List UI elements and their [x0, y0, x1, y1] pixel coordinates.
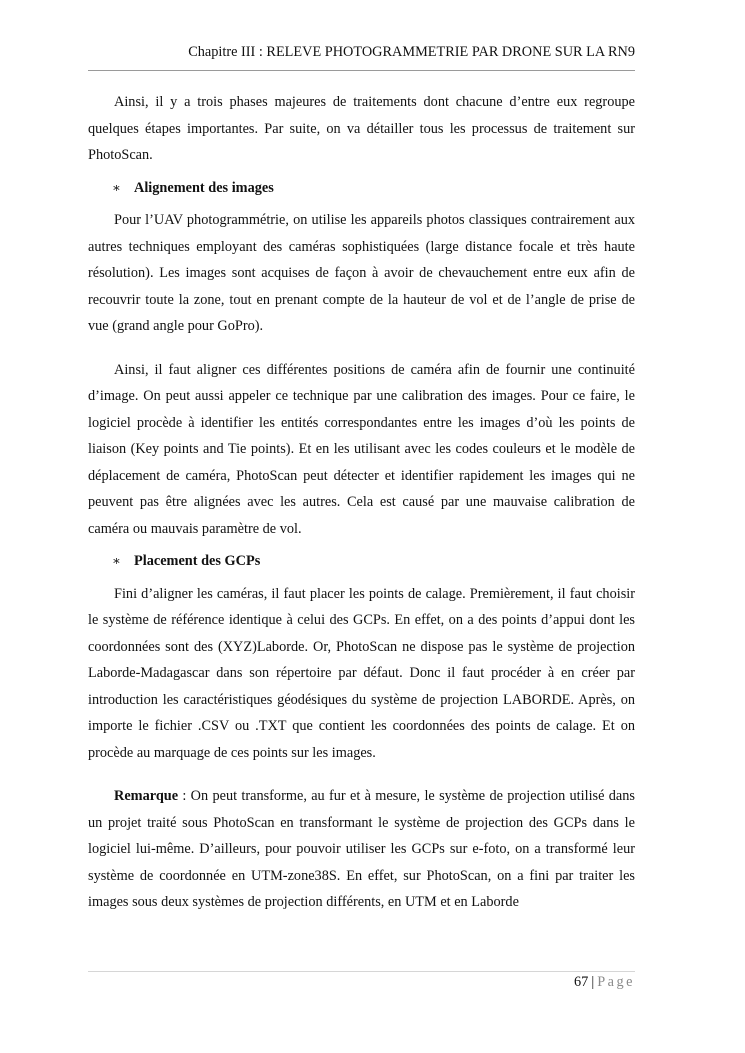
- remark-text: : On peut transforme, au fur et à mesure, le système de projection utilisé dans un projet traité sous PhotoScan en transformant le système de projection des GCPs dans le logiciel lui-même. D’ailleurs, pour pouvoir utiliser les GCPs sur e-foto, on a transformé leur système de coordonnée en UTM-zone38S. En effet, sur PhotoScan, on a fini par traiter les images sous deux systèmes de projection différents, en UTM et en Laborde: [88, 788, 635, 910]
- paragraph: Ainsi, il faut aligner ces différentes positions de caméra afin de fournir une continuité d’image. On peut aussi appeler ce technique par une calibration des images. Pour ce faire, le logiciel procède à identifier les entités correspondantes entre les images d’où les points de liaison (Key points and Tie points). Et en les utilisant avec les codes couleurs et le modèle de déplacement de caméra, PhotoScan peut détecter et identifier rapidement les images qui ne peuvent pas être alignées avec les autres. Cela est causé par une mauvaise calibration de caméra ou mauvais paramètre de vol.: [88, 361, 635, 537]
- paragraph: Pour l’UAV photogrammétrie, on utilise les appareils photos classiques contrairement aux autres techniques employant des caméras sophistiquées (large distance focale et très haute résolution). Les images sont acquises de façon à avoir de chevauchement entre eux afin de recouvrir toute la zone, tout en prenant compte de la hauteur de vol et de l’angle de prise de vue (grand angle pour GoPro).: [88, 212, 635, 334]
- footer-divider: [88, 971, 635, 972]
- page-separator: |: [591, 974, 595, 990]
- header-divider: [88, 70, 635, 71]
- page-body: [88, 89, 635, 933]
- section-title: Alignement des images: [134, 179, 274, 196]
- section-heading-alignement: [88, 175, 635, 202]
- page-footer: [574, 973, 635, 991]
- page-number: 67: [574, 974, 589, 990]
- page-label: Page: [597, 974, 635, 990]
- asterisk-bullet-icon: ∗: [112, 179, 121, 195]
- asterisk-bullet-icon: ∗: [112, 553, 121, 568]
- section-title: Placement des GCPs: [134, 553, 261, 569]
- running-header: Chapitre III : RELEVE PHOTOGRAMMETRIE PAR DRONE SUR LA RN9: [188, 44, 635, 60]
- section-heading-gcps: [88, 548, 635, 575]
- intro-paragraph: Ainsi, il y a trois phases majeures de traitements dont chacune d’entre eux regroupe quelques étapes importantes. Par suite, on va détailler tous les processus de traitement sur PhotoScan.: [88, 94, 635, 163]
- remark-paragraph: [88, 783, 635, 916]
- remark-label: Remarque: [114, 788, 179, 804]
- paragraph: Fini d’aligner les caméras, il faut placer les points de calage. Premièrement, il faut choisir le système de référence identique à celui des GCPs. En effet, on a des points d’appui dont les coordonnées sont des (XYZ)Laborde. Or, PhotoScan ne dispose pas le système de projection Laborde-Madagascar dans son répertoire par défaut. Donc il faut procéder à en créer par introduction les caractéristiques géodésiques du système de projection LABORDE. Après, on importe le fichier .CSV ou .TXT que contient les coordonnées des points de calage. Et on procède au marquage de ces points sur les images.: [88, 585, 635, 761]
